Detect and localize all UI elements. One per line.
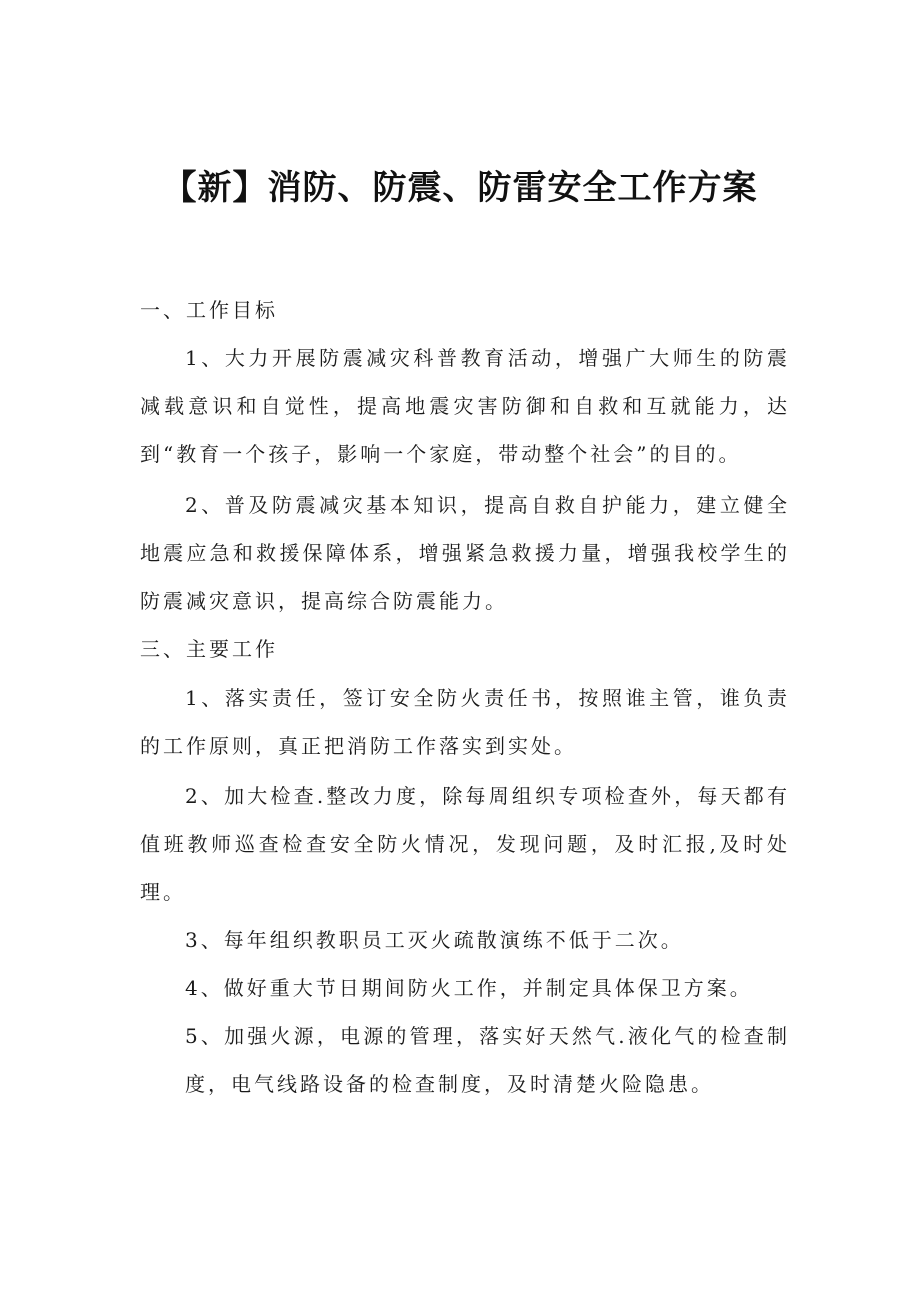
paragraph-goal-1: 1、大力开展防震减灾科普教育活动，增强广大师生的防震减载意识和自觉性，提高地震灾害防御和自救和互就能力，达到“教育一个孩子，影响一个家庭，带动整个社会”的目的。: [140, 346, 790, 466]
document-title: 【新】消防、防震、防雷安全工作方案: [162, 168, 758, 208]
paragraph-goal-2: 2、普及防震减灾基本知识，提高自救自护能力，建立健全地震应急和救援保障体系，增强紧急救援力量，增强我校学生的防震减灾意识，提高综合防震能力。: [140, 493, 790, 613]
paragraph-work-4: 4、做好重大节日期间防火工作，并制定具体保卫方案。: [185, 976, 753, 1000]
section-heading-main-work: 三、主要工作: [140, 637, 278, 661]
paragraph-work-3: 3、每年组织教职员工灭火疏散演练不低于二次。: [185, 928, 684, 952]
paragraph-work-5: 5、加强火源，电源的管理，落实好天然气.液化气的检查制度，电气线路设备的检查制度，及时清楚火险隐患。: [185, 1024, 790, 1096]
paragraph-work-1: 1、落实责任，签订安全防火责任书，按照谁主管，谁负责的工作原则，真正把消防工作落实到实处。: [140, 686, 790, 758]
section-heading-goals: 一、工作目标: [140, 298, 278, 322]
paragraph-work-2: 2、加大检查.整改力度，除每周组织专项检查外，每天都有值班教师巡查检查安全防火情况，发现问题，及时汇报,及时处理。: [140, 784, 790, 904]
